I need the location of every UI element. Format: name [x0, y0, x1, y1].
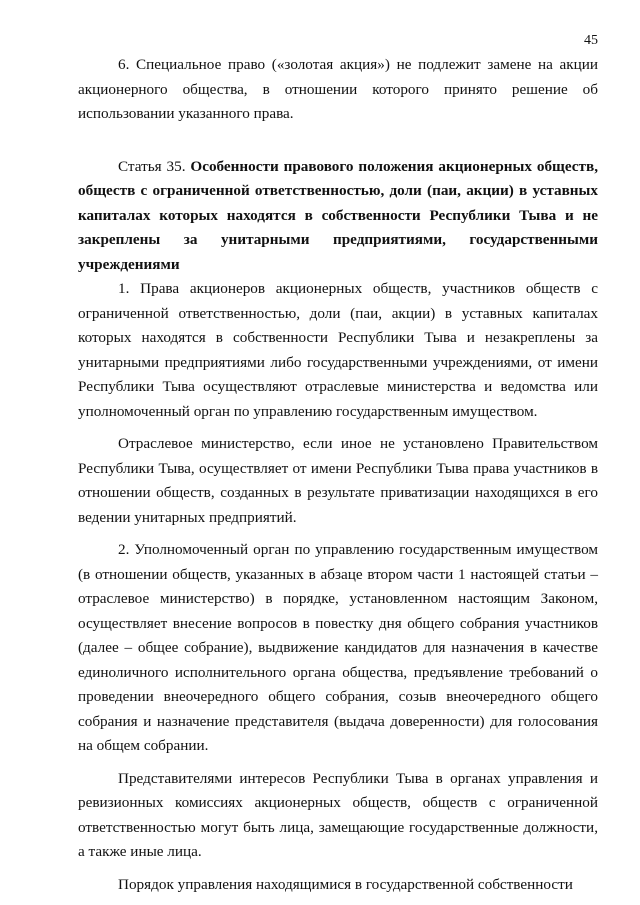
paragraph-sector-ministry: Отраслевое министерство, если иное не установлено Правительством Республики Тыва, осуществляет от имени Республики Тыва права участников в отношении обществ, созданных в результате приватизации находящихся в его ведении унитарных предприятий. [78, 435, 598, 526]
article-number: Статья 35. [118, 157, 186, 175]
document-body [78, 53, 598, 897]
article-heading [78, 155, 598, 278]
article-title: Особенности правового положения акционерных обществ, обществ с ограниченной ответственностью, доли (паи, акции) в уставных капиталах которых находятся в собственности Республики Тыва и не закреплены за унитарными предприятиями, государственными учреждениями [78, 157, 598, 273]
paragraph-1-shareholder-rights: 1. Права акционеров акционерных обществ, участников обществ с ограниченной ответственностью, доли (паи, акции) в уставных капиталах которых находятся в собственности Республики Тыва и незакреплены за унитарными предприятиями либо государственными учреждениями, от имени Республики Тыва осуществляют отраслевые министерства и ведомства или уполномоченный орган по управлению государственным имуществом. [78, 280, 598, 420]
page-number: 45 [584, 33, 598, 48]
paragraph-2-authorized-body: 2. Уполномоченный орган по управлению государственным имуществом (в отношении обществ, указанных в абзаце втором части 1 настоящей статьи – отраслевое министерство) в порядке, установленном настоящим Законом, осуществляет внесение вопросов в повестку дня общего собрания участников (далее – общее собрание), выдвижение кандидатов для назначения в качестве единоличного исполнительного органа общества, предъявление требований о проведении внеочередного общего собрания, созыв внеочередного общего собрания и назначение представителя (выдача доверенности) для голосования на общем собрании. [78, 541, 598, 754]
paragraph-representatives: Представителями интересов Республики Тыва в органах управления и ревизионных комиссиях акционерных обществ, обществ с ограниченной ответственностью могут быть лица, замещающие государственные должности, а также иные лица. [78, 769, 598, 860]
paragraph-6-golden-share: 6. Специальное право («золотая акция») не подлежит замене на акции акционерного общества, в отношении которого принято решение об использовании указанного права. [78, 56, 598, 122]
paragraph-management-procedure: Порядок управления находящимися в государственной собственности [118, 875, 573, 893]
